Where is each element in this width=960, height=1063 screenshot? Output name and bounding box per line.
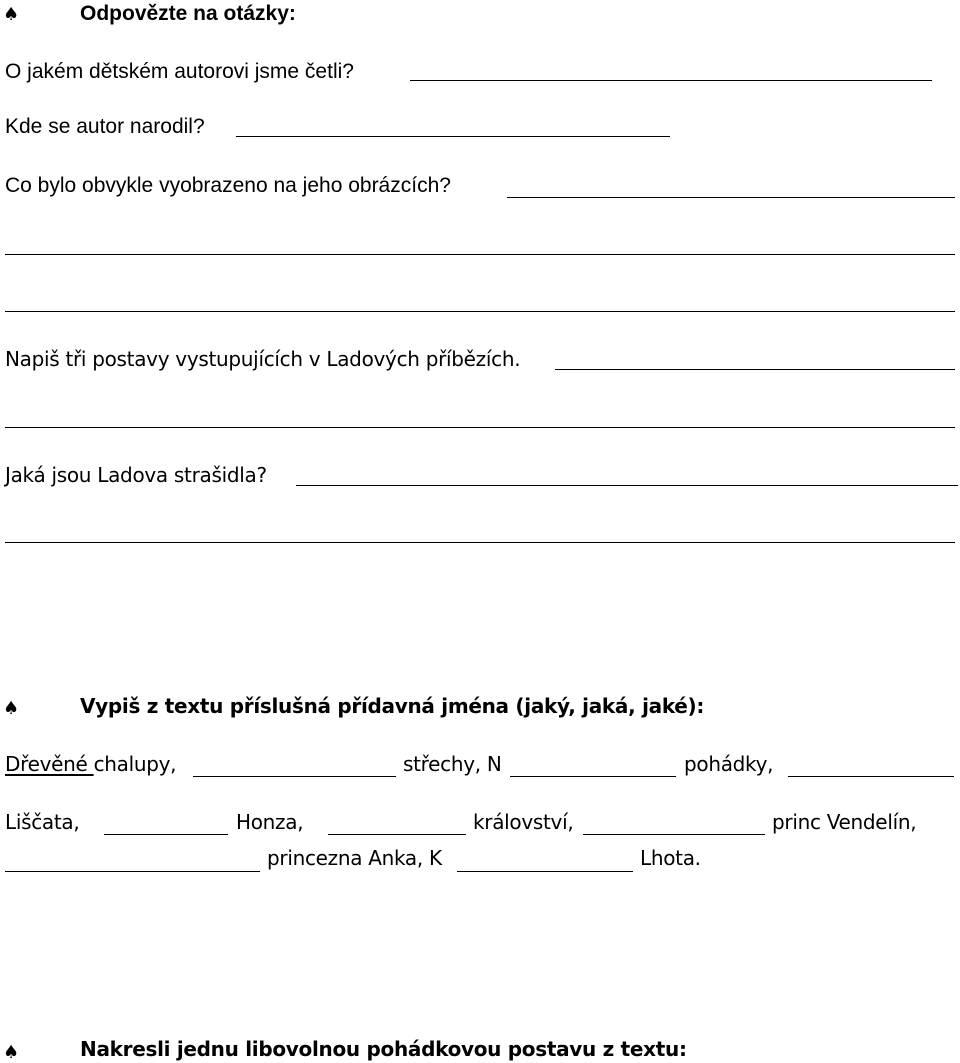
spade-bullet-icon: ♠ [3, 4, 20, 25]
blank-8[interactable] [457, 871, 633, 872]
word-kralovstvi: království, [473, 810, 574, 834]
word-liscata: Liščata, [5, 810, 80, 834]
section-heading-adjectives: Vypiš z textu příslušná přídavná jména (jaký, jaká, jaké): [80, 694, 705, 718]
answer-line-2[interactable] [236, 136, 670, 137]
adjectives-row-1 [5, 752, 176, 776]
blank-6[interactable] [583, 834, 765, 835]
blank-2[interactable] [510, 776, 676, 777]
question-5: Jaká jsou Ladova strašidla? [5, 463, 267, 487]
answer-line-4b[interactable] [5, 427, 955, 428]
blank-4[interactable] [104, 834, 228, 835]
answer-line-3b[interactable] [5, 254, 955, 255]
blank-3[interactable] [788, 776, 954, 777]
question-2: Kde se autor narodil? [5, 115, 205, 138]
question-1: O jakém dětském autorovi jsme četli? [5, 60, 354, 83]
answer-line-3[interactable] [507, 197, 955, 198]
section-heading-questions: Odpovězte na otázky: [80, 2, 296, 25]
spade-bullet-icon: ♠ [3, 698, 20, 719]
word-chalupy: chalupy, [93, 752, 177, 776]
blank-1[interactable] [193, 776, 396, 777]
question-4: Napiš tři postavy vystupujících v Ladových příbězích. [5, 347, 521, 371]
word-strechy: střechy, N [403, 752, 502, 776]
blank-7[interactable] [5, 871, 260, 872]
section-heading-draw: Nakresli jednu libovolnou pohádkovou postavu z textu: [80, 1037, 687, 1061]
spade-bullet-icon: ♠ [3, 1042, 20, 1063]
word-honza: Honza, [236, 810, 304, 834]
word-lhota: Lhota. [640, 846, 701, 870]
answer-line-5b[interactable] [5, 542, 955, 543]
answer-line-3c[interactable] [5, 311, 955, 312]
question-3: Co bylo obvykle vyobrazeno na jeho obrázcích? [5, 174, 451, 197]
word-princ-vendelin: princ Vendelín, [772, 810, 917, 834]
word-princezna-anka: princezna Anka, K [267, 846, 442, 870]
answer-line-5[interactable] [296, 485, 958, 486]
example-answer: Dřevěné [5, 752, 94, 776]
blank-5[interactable] [328, 834, 466, 835]
word-pohadky: pohádky, [684, 752, 774, 776]
answer-line-4[interactable] [555, 369, 955, 370]
answer-line-1[interactable] [410, 80, 932, 81]
